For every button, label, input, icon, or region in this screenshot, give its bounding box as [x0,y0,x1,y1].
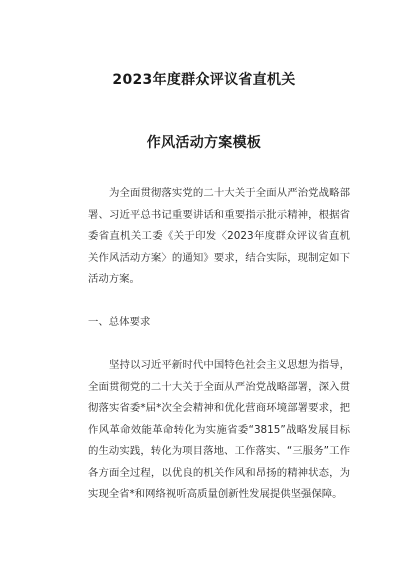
general-requirements-paragraph: 坚持以习近平新时代中国特色社会主义思想为指导，全面贯彻党的二十大关于全面从严治党战略部署，深入贯彻落实省委*届*次全会精神和优化营商环境部署要求，把作风革命效能革命转化为实施省委“3815”战略发展目标的生动实践，转化为项目落地、工作落实、“三服务”工作各方面全过程，以优良的机关作风和昂扬的精神状态，为实现全省*和网络视听高质量创新性发展提供坚强保障。 [88,359,350,500]
intro-paragraph: 为全面贯彻落实党的二十大关于全面从严治党战略部署、习近平总书记重要讲话和重要指示批示精神，根据省委省直机关工委《关于印发〈2023年度群众评议省直机关作风活动方案〉的通知》要求，结合实际，现制定如下活动方案。 [88,187,350,285]
document-title-line1: 2023年度群众评议省直机关 [112,72,296,88]
section-heading-general-requirements: 一、总体要求 [88,316,151,328]
document-title-line2: 作风活动方案模板 [146,135,262,151]
